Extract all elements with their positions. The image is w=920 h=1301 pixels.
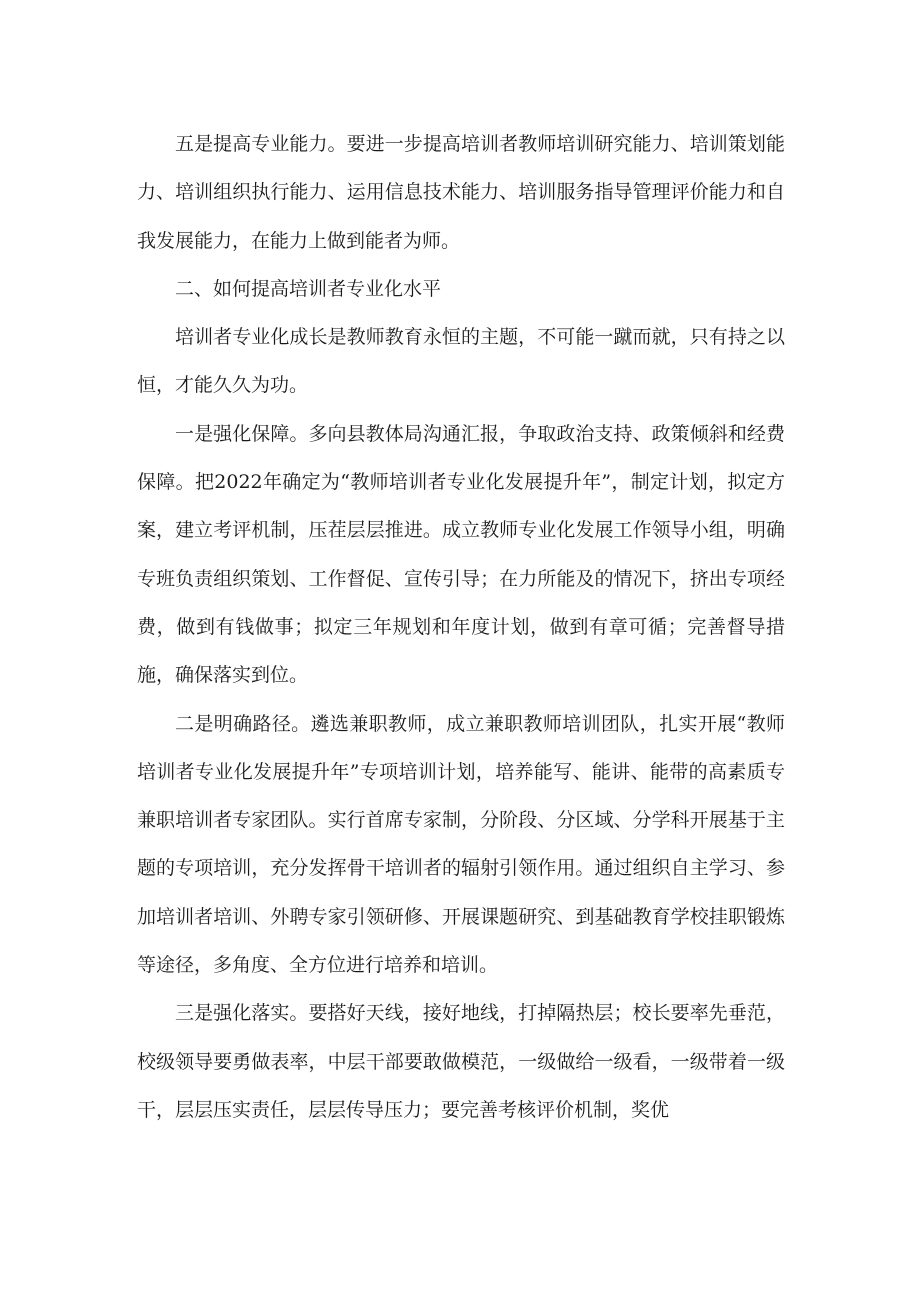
paragraph-strengthen-guarantee: 一是强化保障。多向县教体局沟通汇报，争取政治支持、政策倾斜和经费保障。把2022年确定为“教师培训者专业化发展提升年”，制定计划，拟定方案，建立考评机制，压茬层层推进。成立教师专业化发展工作领导小组，明确专班负责组织策划、工作督促、宣传引导；在力所能及的情况下，挤出专项经费，做到有钱做事；拟定三年规划和年度计划，做到有章可循；完善督导措施，确保落实到位。 (137, 422, 785, 687)
paragraph-improve-ability: 五是提高专业能力。要进一步提高培训者教师培训研究能力、培训策划能力、培训组织执行能力、运用信息技术能力、培训服务指导管理评价能力和自我发展能力，在能力上做到能者为师。 (137, 133, 785, 252)
paragraph-intro: 培训者专业化成长是教师教育永恒的主题，不可能一蹴而就，只有持之以恒，才能久久为功。 (137, 326, 785, 397)
section-heading-2: 二、如何提高培训者专业化水平 (175, 277, 442, 300)
paragraph-strengthen-implementation: 三是强化落实。要搭好天线，接好地线，打掉隔热层；校长要率先垂范，校级领导要勇做表率，中层干部要敢做模范，一级做给一级看，一级带着一级干，层层压实责任，层层传导压力；要完善考核评价机制，奖优 (137, 1002, 785, 1121)
paragraph-clarify-path: 二是明确路径。遴选兼职教师，成立兼职教师培训团队，扎实开展“教师培训者专业化发展提升年”专项培训计划，培养能写、能讲、能带的高素质专兼职培训者专家团队。实行首席专家制，分阶段、分区域、分学科开展基于主题的专项培训，充分发挥骨干培训者的辐射引领作用。通过组织自主学习、参加培训者培训、外聘专家引领研修、开展课题研究、到基础教育学校挂职锻炼等途径，多角度、全方位进行培养和培训。 (137, 712, 785, 977)
document-body (137, 120, 785, 1134)
